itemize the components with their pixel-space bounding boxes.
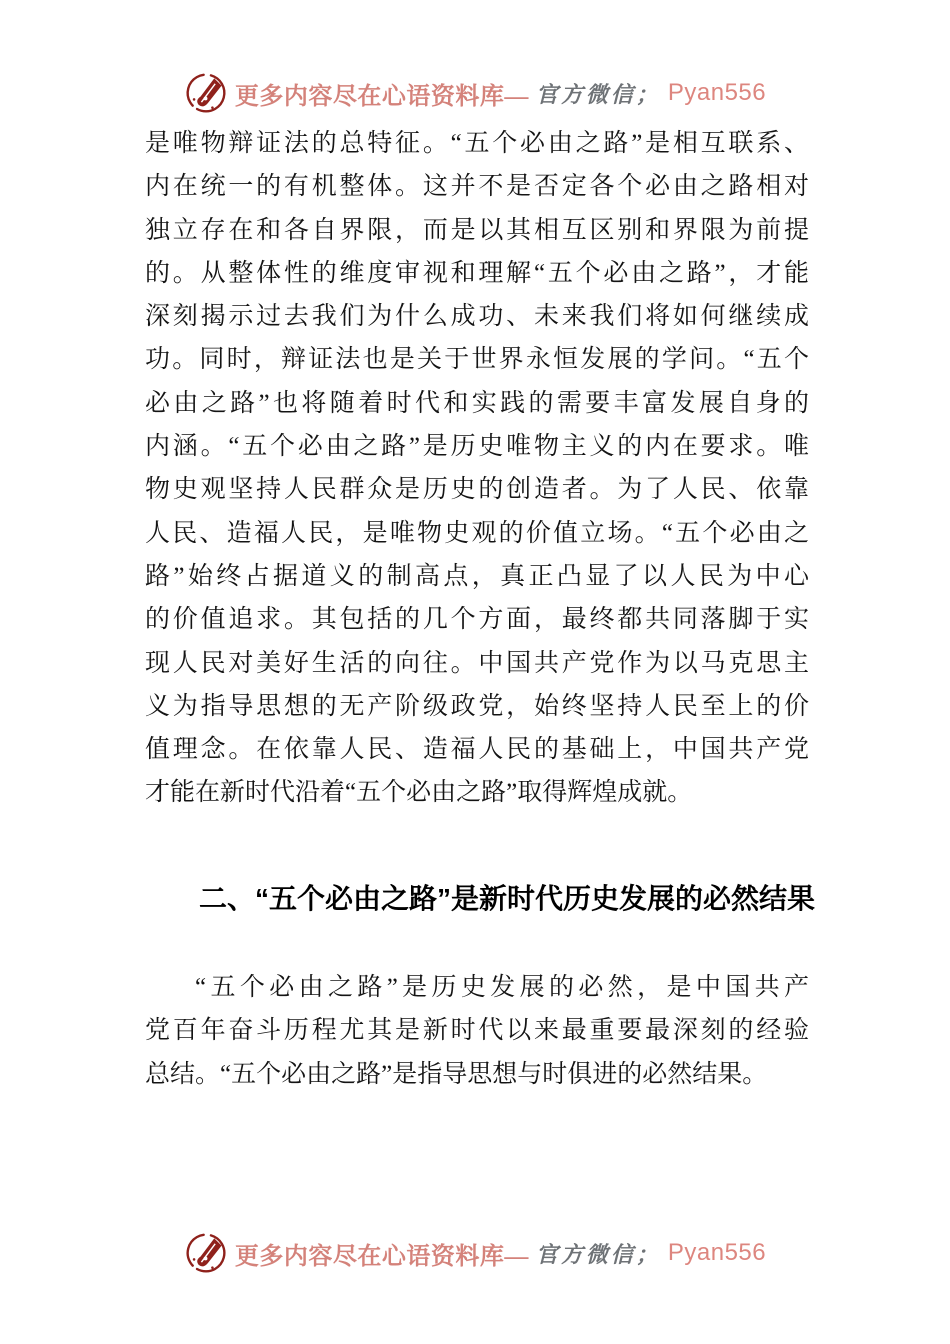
wechat-label: 官方微信；	[535, 1241, 661, 1267]
text-line: 功。同时，辩证法也是关于世界永恒发展的学问。“五个	[145, 346, 809, 374]
pen-logo-icon	[184, 71, 228, 115]
text-line: “五个必由之路”是历史发展的必然，是中国共产	[195, 974, 809, 1001]
section-heading: 二、“五个必由之路”是新时代历史发展的必然结果	[199, 883, 816, 914]
wechat-label: 官方微信；	[535, 81, 661, 107]
wechat-id: Pyan556	[667, 1239, 767, 1266]
text-line: 物史观坚持人民群众是历史的创造者。为了人民、依靠	[145, 476, 809, 504]
text-line: 是唯物辩证法的总特征。“五个必由之路”是相互联系、	[145, 130, 809, 157]
paragraph-2	[145, 966, 809, 1096]
text-line: 路”始终占据道义的制高点，真正凸显了以人民为中心	[145, 562, 809, 590]
footer-watermark	[0, 1230, 950, 1276]
pen-logo-icon	[184, 1231, 228, 1275]
header-watermark	[0, 70, 950, 116]
brand-text: 更多内容尽在心语资料库—	[234, 1243, 529, 1270]
text-line: 深刻揭示过去我们为什么成功、未来我们将如何继续成	[145, 303, 809, 331]
text-line: 才能在新时代沿着“五个必由之路”取得辉煌成就。	[145, 779, 693, 807]
text-line: 总结。“五个必由之路”是指导思想与时俱进的必然结果。	[145, 1060, 768, 1088]
wechat-id: Pyan556	[667, 79, 767, 106]
text-line: 必由之路”也将随着时代和实践的需要丰富发展自身的	[145, 389, 809, 417]
text-line: 的价值追求。其包括的几个方面，最终都共同落脚于实	[145, 606, 809, 634]
paragraph-1	[145, 122, 809, 815]
text-line: 党百年奋斗历程尤其是新时代以来最重要最深刻的经验	[145, 1017, 809, 1045]
text-line: 内在统一的有机整体。这并不是否定各个必由之路相对	[145, 173, 809, 201]
text-line: 人民、造福人民，是唯物史观的价值立场。“五个必由之	[145, 519, 809, 547]
text-line: 独立存在和各自界限，而是以其相互区别和界限为前提	[145, 216, 809, 244]
text-line: 现人民对美好生活的向往。中国共产党作为以马克思主	[145, 649, 809, 677]
brand-text: 更多内容尽在心语资料库—	[234, 83, 529, 110]
text-line: 义为指导思想的无产阶级政党，始终坚持人民至上的价	[145, 692, 809, 720]
text-line: 值理念。在依靠人民、造福人民的基础上，中国共产党	[145, 736, 809, 764]
text-line: 的。从整体性的维度审视和理解“五个必由之路”，才能	[145, 259, 809, 287]
text-line: 内涵。“五个必由之路”是历史唯物主义的内在要求。唯	[145, 433, 809, 461]
